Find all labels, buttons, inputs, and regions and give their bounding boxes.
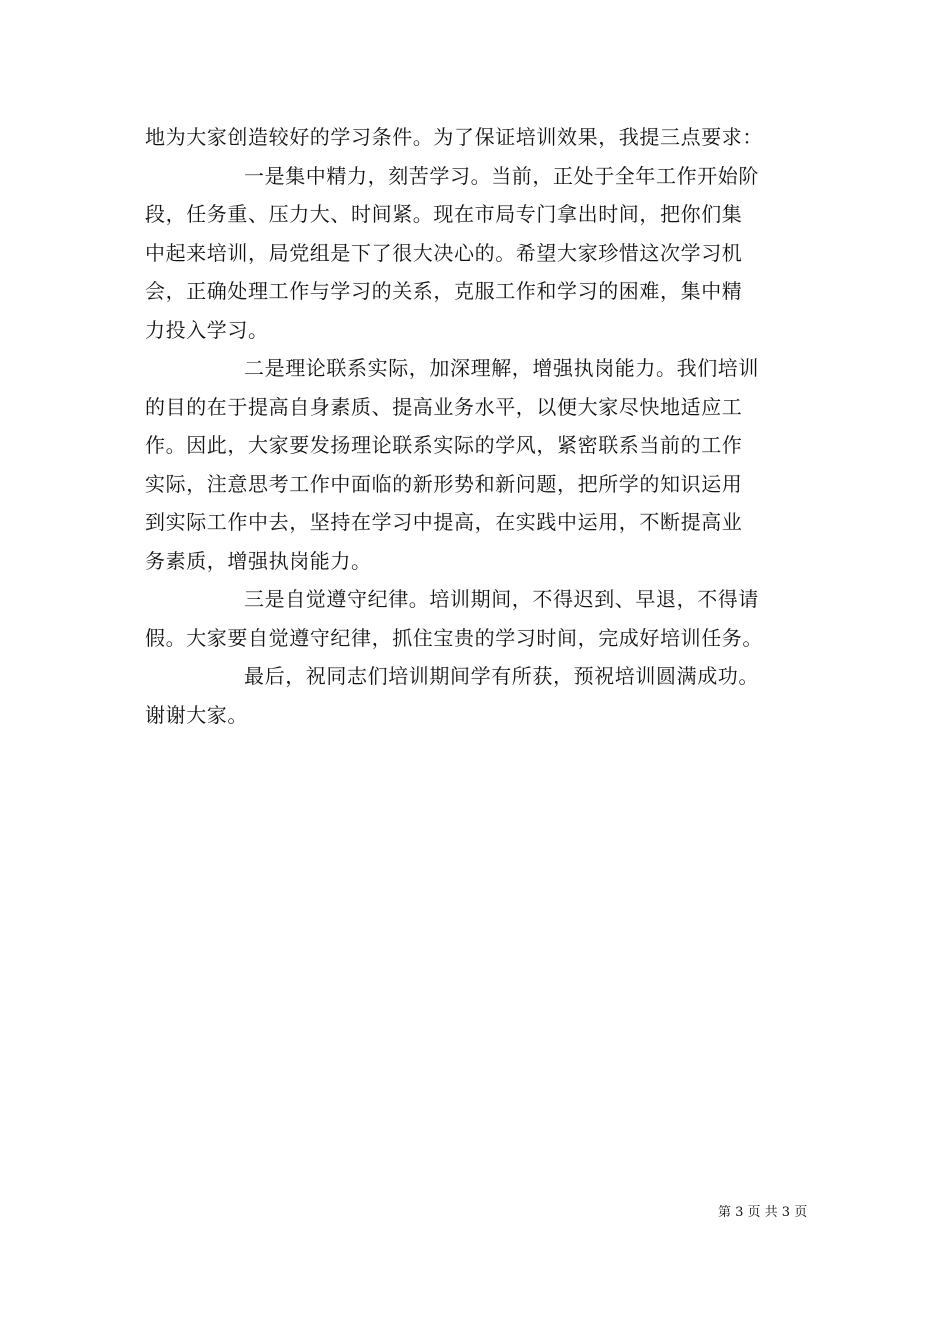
text-line: 务素质，增强执岗能力。 [145, 548, 372, 573]
text-line: 到实际工作中去，坚持在学习中提高，在实践中运用，不断提高业 [145, 510, 743, 534]
text-line: 假。大家要自觉遵守纪律，抓住宝贵的学习时间，完成好培训任务。 [145, 625, 763, 650]
text-line: 的目的在于提高自身素质、提高业务水平，以便大家尽快地适应工 [145, 394, 743, 419]
text-line: 会，正确处理工作与学习的关系，克服工作和学习的困难，集中精 [145, 279, 743, 303]
text-line: 二是理论联系实际，加深理解，增强执岗能力。我们培训 [244, 356, 759, 380]
text-line: 作。因此，大家要发扬理论联系实际的学风，紧密联系当前的工作 [145, 433, 743, 457]
text-line: 谢谢大家。 [145, 702, 248, 727]
text-line: 地为大家创造较好的学习条件。为了保证培训效果，我提三点要求： [145, 125, 763, 149]
text-line: 段，任务重、压力大、时间紧。现在市局专门拿出时间，把你们集 [145, 202, 743, 226]
body-text [145, 118, 813, 734]
page-number: 第 3 页 共 3 页 [718, 1205, 808, 1220]
text-line: 实际，注意思考工作中面临的新形势和新问题，把所学的知识运用 [145, 471, 743, 496]
text-line: 中起来培训，局党组是下了很大决心的。希望大家珍惜这次学习机 [145, 240, 743, 265]
text-line: 力投入学习。 [145, 317, 269, 342]
text-line: 最后，祝同志们培训期间学有所获，预祝培训圆满成功。 [244, 664, 759, 688]
text-line: 三是自觉遵守纪律。培训期间，不得迟到、早退，不得请 [244, 587, 759, 611]
text-line: 一是集中精力，刻苦学习。当前，正处于全年工作开始阶 [244, 163, 759, 188]
